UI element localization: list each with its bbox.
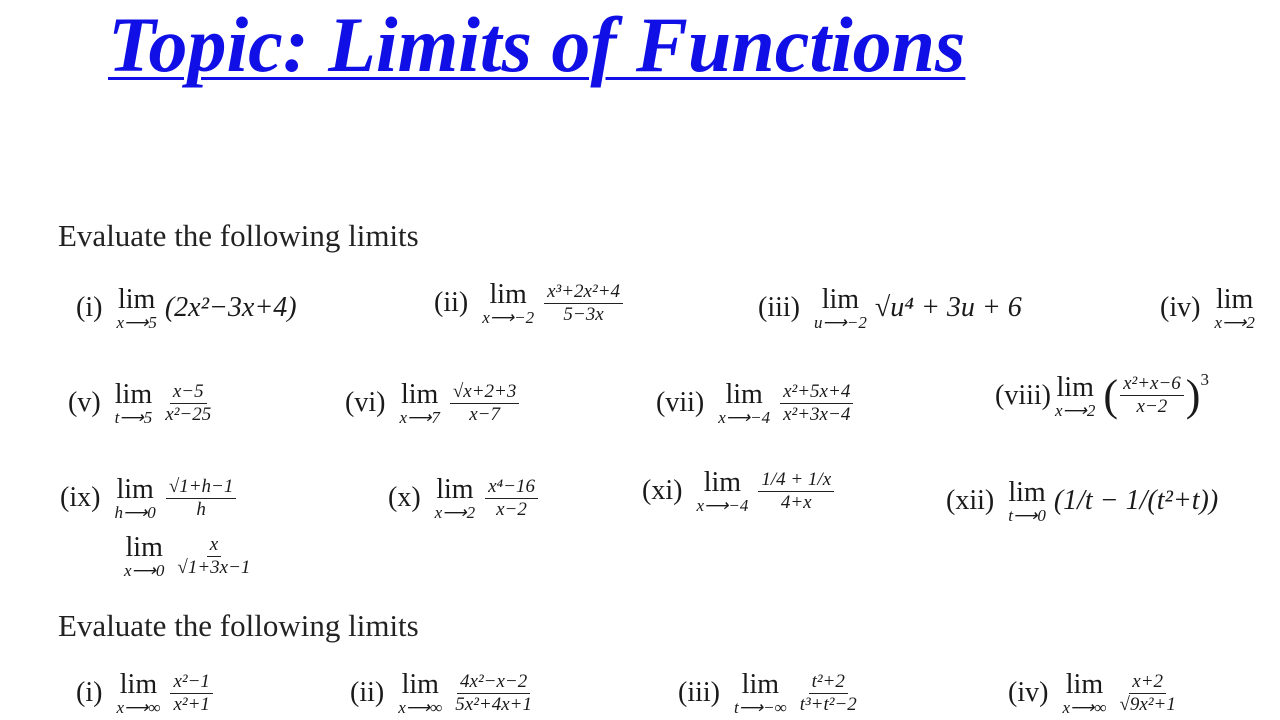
limit-subscript: x⟶2 [1214,313,1255,332]
problem-label: (x) [388,482,421,513]
left-paren: ( [1103,371,1119,420]
denominator: x²+1 [173,693,210,715]
limit-operator [114,475,155,521]
denominator: x−2 [1136,396,1168,417]
fraction [452,671,535,716]
problem-label: (vii) [656,387,705,418]
problem-label: (i) [76,677,103,708]
limit-subscript: x⟶∞ [116,698,161,717]
problem-label: (vi) [345,387,386,418]
limit-operator [115,380,153,426]
denominator: x²+3x−4 [783,403,851,425]
denominator: x−7 [469,403,500,425]
problem-1-v [68,380,216,426]
problem-label: (iii) [758,292,800,323]
numerator: x²+5x+4 [780,381,853,404]
lim-text: lim [117,284,156,315]
lim-text: lim [703,467,742,498]
limit-operator [1214,285,1254,331]
limit-operator [482,280,534,326]
section-2-heading: Evaluate the following limits [58,608,419,643]
lim-text: lim [119,669,158,700]
limit-operator [696,468,748,514]
problem-1-viii [995,370,1209,421]
problem-1-xi [642,468,836,514]
limit-subscript: h⟶0 [114,503,156,522]
fraction [450,381,520,426]
limit-operator [1062,670,1106,716]
limit-subscript: x⟶5 [116,313,157,332]
limit-expression: √u⁴ + 3u + 6 [874,292,1022,323]
numerator: t²+2 [809,671,848,694]
denominator: √9x²+1 [1119,693,1176,715]
denominator: h [196,498,206,520]
problem-label: (iii) [678,677,720,708]
lim-text: lim [489,279,527,310]
problem-label: (i) [76,292,103,323]
numerator: x+2 [1129,671,1166,694]
problem-label: (iv) [1008,677,1049,708]
limit-operator [435,475,475,521]
numerator: x²−1 [170,671,212,694]
denominator: t³+t²−2 [799,693,857,715]
lim-text: lim [114,379,153,410]
denominator: x−2 [496,498,527,520]
numerator: x²+x−6 [1120,373,1184,396]
problem-label: (ix) [60,482,101,513]
numerator: x [207,534,221,557]
limit-expression: (1/t − 1/(t²+t)) [1053,485,1219,516]
problem-1-vi [345,380,521,426]
fraction [544,281,623,326]
lim-text: lim [125,532,163,563]
page-title: Topic: Limits of Functions [108,1,966,88]
lim-text: lim [400,379,439,410]
lim-text: lim [1056,371,1094,403]
problem-label: (v) [68,387,101,418]
problem-2-ii [350,670,537,716]
lim-text: lim [821,284,860,315]
limit-operator [124,533,164,579]
fraction [174,534,253,579]
lim-text: lim [401,669,439,700]
problem-label: (ii) [434,287,469,318]
problem-1-xii [946,478,1218,524]
problem-label: (xii) [946,485,995,516]
denominator: √1+3x−1 [177,556,251,578]
problem-label: (ii) [350,677,385,708]
fraction [162,381,214,426]
denominator: x²−25 [165,403,212,425]
problem-label: (viii) [995,379,1051,411]
limit-subscript: x⟶∞ [398,698,443,717]
limit-subscript: x⟶2 [1055,400,1096,420]
limit-operator [116,670,160,716]
problem-1-extra [124,533,255,579]
limit-subscript: x⟶∞ [1062,698,1107,717]
problem-1-i [76,285,297,331]
limit-operator [398,670,442,716]
numerator: x⁴−16 [485,476,538,499]
numerator: √1+h−1 [166,476,237,499]
limit-operator [734,670,787,716]
problem-label: (xi) [642,475,683,506]
problem-1-x [388,475,540,521]
limit-subscript: x⟶0 [124,561,165,580]
problem-1-ii [434,280,625,326]
section-1-heading: Evaluate the following limits [58,218,419,253]
limit-operator [399,380,439,426]
lim-text: lim [1065,669,1104,700]
fraction [1116,671,1178,716]
denominator: 4+x [780,491,812,513]
limit-operator [116,285,156,331]
fraction [485,476,538,521]
problem-1-ix [60,475,238,521]
exponent: 3 [1200,370,1209,389]
problem-1-iv [1160,285,1263,331]
lim-text: lim [741,669,780,700]
fraction [797,671,860,716]
lim-text: lim [1215,284,1254,315]
fraction [780,381,853,426]
limit-subscript: t⟶5 [114,408,153,427]
limit-subscript: t⟶0 [1008,506,1046,525]
limit-subscript: x⟶−4 [696,496,749,515]
problem-1-iii [758,285,1022,331]
problem-1-vii [656,380,855,426]
fraction [1120,373,1184,418]
denominator: 5−3x [563,303,604,325]
fraction [166,476,237,521]
lim-text: lim [725,379,763,410]
limit-operator [718,380,770,426]
limit-operator [814,285,867,331]
fraction [758,469,834,514]
problem-2-iii [678,670,862,716]
lim-text: lim [436,474,474,505]
right-paren: ) [1185,371,1201,420]
problem-2-iv [1008,670,1181,716]
numerator: x−5 [170,381,207,404]
limit-operator [1008,478,1046,524]
limit-subscript: u⟶−2 [814,313,867,332]
numerator: 4x²−x−2 [457,671,530,694]
limit-subscript: x⟶7 [399,408,440,427]
limit-expression: (2x²−3x+4) [164,292,297,323]
fraction [170,671,212,716]
limit-subscript: t⟶−∞ [734,698,787,717]
limit-subscript: x⟶−4 [718,408,771,427]
numerator: x³+2x²+4 [544,281,623,304]
limit-subscript: x⟶−2 [482,308,535,327]
limit-subscript: x⟶2 [434,503,476,522]
problem-label: (iv) [1160,292,1201,323]
denominator: 5x²+4x+1 [455,693,532,715]
numerator: 1/4 + 1/x [758,469,834,492]
problem-2-i [76,670,215,716]
numerator: √x+2+3 [450,381,520,404]
limit-operator [1055,373,1095,419]
lim-text: lim [116,474,154,505]
lim-text: lim [1008,477,1046,508]
